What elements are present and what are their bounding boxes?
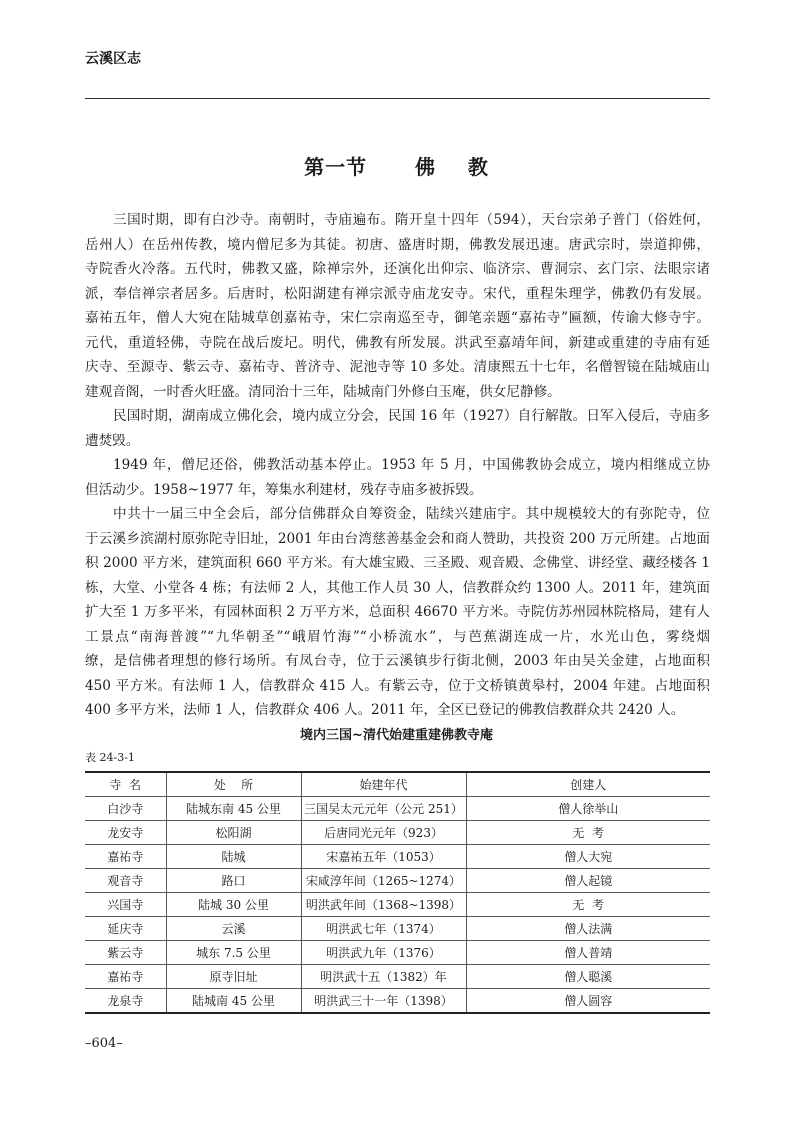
paragraph-line: 嘉祐五年，僧人大宛在陆城草创嘉祐寺，宋仁宗南巡至寺，御笔亲题“嘉祐寺”匾额，传谕大修寺宇。 [85, 310, 710, 326]
paragraph-line: 三国时期，即有白沙寺。南朝时，寺庙遍布。隋开皇十四年（594），天台宗弟子普门（俗姓何， [113, 212, 710, 228]
table-cell: 原寺旧址 [166, 965, 301, 989]
table-cell: 僧人法满 [466, 917, 710, 941]
table-cell: 松阳湖 [166, 821, 301, 845]
paragraph-line: 寺院香火冷落。五代时，佛教又盛，除禅宗外，还演化出仰宗、临济宗、曹洞宗、玄门宗、法眼宗诸 [85, 261, 710, 277]
paragraph-line: 岳州人）在岳州传教，境内僧尼多为其徒。初唐、盛唐时期，佛教发展迅速。唐武宗时，崇道抑佛， [85, 236, 710, 253]
temples-table [85, 771, 710, 1014]
header-cell: 寺 名 [109, 778, 142, 792]
section-title: 第一节 佛 教 [304, 155, 489, 179]
table-cell: 紫云寺 [85, 941, 166, 965]
table-cell: 无 考 [466, 893, 710, 917]
page-number: –604– [85, 1036, 123, 1051]
table-cell: 僧人普靖 [466, 941, 710, 965]
running-header: 云溪区志 [85, 51, 141, 67]
paragraph-line: 遭焚毁。 [85, 432, 140, 449]
table-cell: 僧人徐举山 [466, 797, 710, 821]
table-cell: 明洪武年间（1368~1398） [301, 893, 466, 917]
table-cell: 城东 7.5 公里 [166, 941, 301, 965]
table-cell: 明洪武十五（1382）年 [301, 965, 466, 989]
table-row [85, 797, 710, 821]
table-row [85, 845, 710, 869]
paragraph-line: 庆寺、至源寺、紫云寺、嘉祐寺、普济寺、泥池寺等 10 多处。清康熙五十七年，名僧智镜在陆城庙山 [85, 359, 710, 375]
paragraph-line: 工景点“南海普渡”“九华朝圣”“峨眉竹海”“小桥流水”，与芭蕉湖连成一片，水光山色，雾绕烟 [85, 628, 710, 645]
paragraph-line: 扩大至 1 万多平米，有园林面积 2 万平方米，总面积 46670 平方米。寺院仿苏州园林院格局，建有人 [85, 604, 710, 620]
paragraph-line: 1949 年，僧尼还俗，佛教活动基本停止。1953 年 5 月，中国佛教协会成立，境内相继成立协 [113, 457, 710, 473]
table-cell: 明洪武七年（1374） [301, 917, 466, 941]
table-cell: 僧人圆容 [466, 989, 710, 1014]
table-caption: 境内三国~清代始建重建佛教寺庵 [300, 728, 493, 743]
paragraph-line: 缭，是信佛者理想的修行场所。有凤台寺，位于云溪镇步行街北侧，2003 年由吴关金建，占地面积 [85, 653, 710, 669]
table-cell: 僧人聪溪 [466, 965, 710, 989]
table-cell: 明洪武三十一年（1398） [301, 989, 466, 1014]
table-cell: 无 考 [466, 821, 710, 845]
table-cell: 陆城南 45 公里 [166, 989, 301, 1014]
paragraph-line: 建观音阁，一时香火旺盛。清同治十三年，陆城南门外修白玉庵，供女尼静修。 [85, 383, 561, 400]
table-cell: 明洪武九年（1376） [301, 941, 466, 965]
table-cell: 龙泉寺 [85, 989, 166, 1014]
table-cell: 延庆寺 [85, 917, 166, 941]
table-row [85, 821, 710, 845]
table-header-row [85, 772, 710, 797]
header-rule [85, 98, 710, 99]
paragraph-line: 栋，大堂、小堂各 4 栋；有法师 2 人，其他工作人员 30 人，信教群众约 1300 人。2011 年，建筑面 [85, 579, 710, 596]
table-cell: 嘉祐寺 [85, 845, 166, 869]
table-cell: 陆城 30 公里 [166, 893, 301, 917]
table-row [85, 917, 710, 941]
paragraph-line: 派，奉信禅宗者居多。后唐时，松阳湖建有禅宗派寺庙龙安寺。宋代，重程朱理学，佛教仍有发展。 [85, 285, 710, 302]
table-row [85, 941, 710, 965]
table-cell: 后唐同光元年（923） [301, 821, 466, 845]
paragraph-line: 民国时期，湖南成立佛化会，境内成立分会，民国 16 年（1927）自行解散。日军入侵后，寺庙多 [113, 408, 710, 424]
table-cell: 云溪 [166, 917, 301, 941]
paragraph-line: 积 2000 平方米，建筑面积 660 平方米。有大雄宝殿、三圣殿、观音殿、念佛堂、讲经堂、藏经楼各 1 [85, 555, 710, 571]
table-row [85, 893, 710, 917]
table-cell: 兴国寺 [85, 893, 166, 917]
table-cell: 观音寺 [85, 869, 166, 893]
paragraph-line: 但活动少。1958~1977 年，筹集水利建材，残存寺庙多被拆毁。 [85, 481, 483, 498]
table-cell: 陆城 [166, 845, 301, 869]
body-text [85, 208, 710, 723]
paragraph-line: 元代，重道轻佛，寺院在战后废圮。明代，佛教有所发展。洪武至嘉靖年间，新建或重建的寺庙有延 [85, 334, 710, 351]
header-cell: 创建人 [466, 772, 710, 797]
table-cell: 陆城东南 45 公里 [166, 797, 301, 821]
table-cell: 宋咸淳年间（1265~1274） [301, 869, 466, 893]
table-cell: 宋嘉祐五年（1053） [301, 845, 466, 869]
table-number: 表 24-3-1 [85, 751, 135, 764]
table-cell: 三国吴太元元年（公元 251） [301, 797, 466, 821]
table-cell: 路口 [166, 869, 301, 893]
table-cell: 僧人起镜 [466, 869, 710, 893]
paragraph-line: 中共十一届三中全会后，部分信佛群众自筹资金，陆续兴建庙宇。其中规模较大的有弥陀寺，位 [113, 506, 710, 522]
table-row [85, 869, 710, 893]
header-cell: 处 所 [166, 772, 301, 797]
table-cell: 僧人大宛 [466, 845, 710, 869]
table-cell: 白沙寺 [85, 797, 166, 821]
paragraph-line: 450 平方米。有法师 1 人，信教群众 415 人。有紫云寺，位于文桥镇黄皋村，2004 年建。占地面积 [85, 677, 710, 694]
table-cell: 嘉祐寺 [85, 965, 166, 989]
paragraph-line: 400 多平方米，法师 1 人，信教群众 406 人。2011 年，全区已登记的佛教信教群众共 2420 人。 [85, 702, 685, 718]
table-row [85, 989, 710, 1014]
header-cell: 始建年代 [301, 772, 466, 797]
table-cell: 龙安寺 [85, 821, 166, 845]
table-row [85, 965, 710, 989]
paragraph-line: 于云溪乡滨湖村原弥陀寺旧址，2001 年由台湾慈善基金会和商人赞助，共投资 200 万元所建。占地面 [85, 530, 710, 547]
